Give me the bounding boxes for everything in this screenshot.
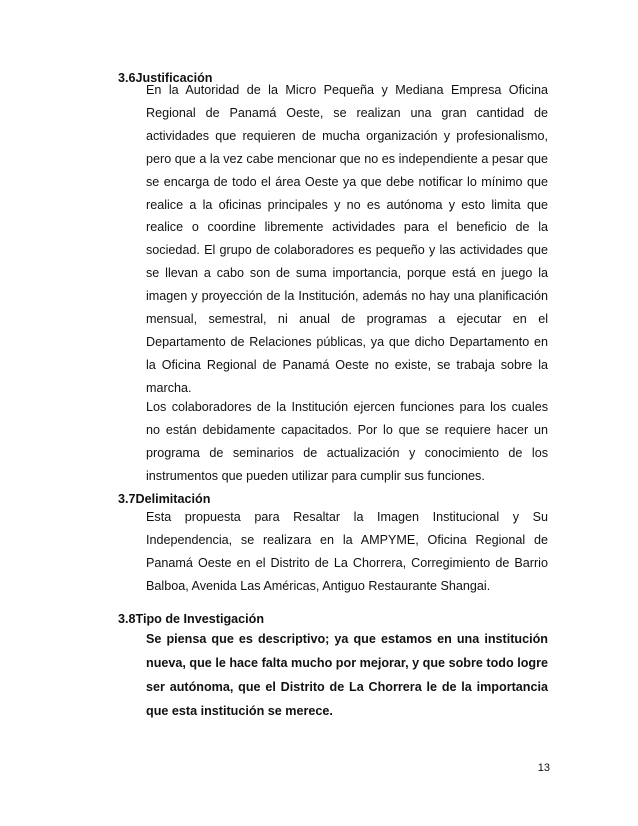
paragraph-justificacion-2: Los colaboradores de la Institución ejercen funciones para los cuales no están debidamente capacitados. Por lo que se requiere hacer un programa de seminarios de actualización y conocimiento de los instrumentos que pueden utilizar para cumplir sus funciones. (146, 400, 548, 483)
page-number: 13 (537, 762, 550, 774)
section-heading-delimitacion: 3.7Delimitación (118, 492, 211, 506)
paragraph-delimitacion: Esta propuesta para Resaltar la Imagen Institucional y Su Independencia, se realizara en la AMPYME, Oficina Regional de Panamá Oeste en el Distrito de La Chorrera, Corregimiento de Barrio Balboa, Avenida Las Américas, Antiguo Restaurante Shangai. (146, 510, 548, 593)
paragraph-tipo-investigacion: Se piensa que es descriptivo; ya que estamos en una institución nueva, que le hace falta mucho por mejorar, y que sobre todo logre ser autónoma, que el Distrito de La Chorrera le de la importancia que esta institución se merece. (146, 632, 548, 718)
paragraph-justificacion-1: En la Autoridad de la Micro Pequeña y Mediana Empresa Oficina Regional de Panamá Oeste, se realizan una gran cantidad de actividades que requieren de mucha organización y profesionalismo, pero que a la vez cabe mencionar que no es independiente a pesar que se encarga de todo el área Oeste ya que debe notificar lo mínimo que realice a la oficinas principales y no es autónoma y esto limita que realice o coordine libremente actividades para el beneficio de la sociedad. El grupo de colaboradores es pequeño y las actividades que se llevan a cabo son de suma importancia, porque está en juego la imagen y proyección de la Institución, además no hay una planificación mensual, semestral, ni anual de programas a ejecutar en el Departamento de Relaciones públicas, ya que dicho Departamento en la Oficina Regional de Panamá Oeste no existe, se trabaja sobre la marcha. (146, 83, 548, 395)
section-heading-tipo-investigacion: 3.8Tipo de Investigación (118, 612, 265, 626)
section-heading-justificacion: 3.6Justificación (118, 71, 213, 85)
